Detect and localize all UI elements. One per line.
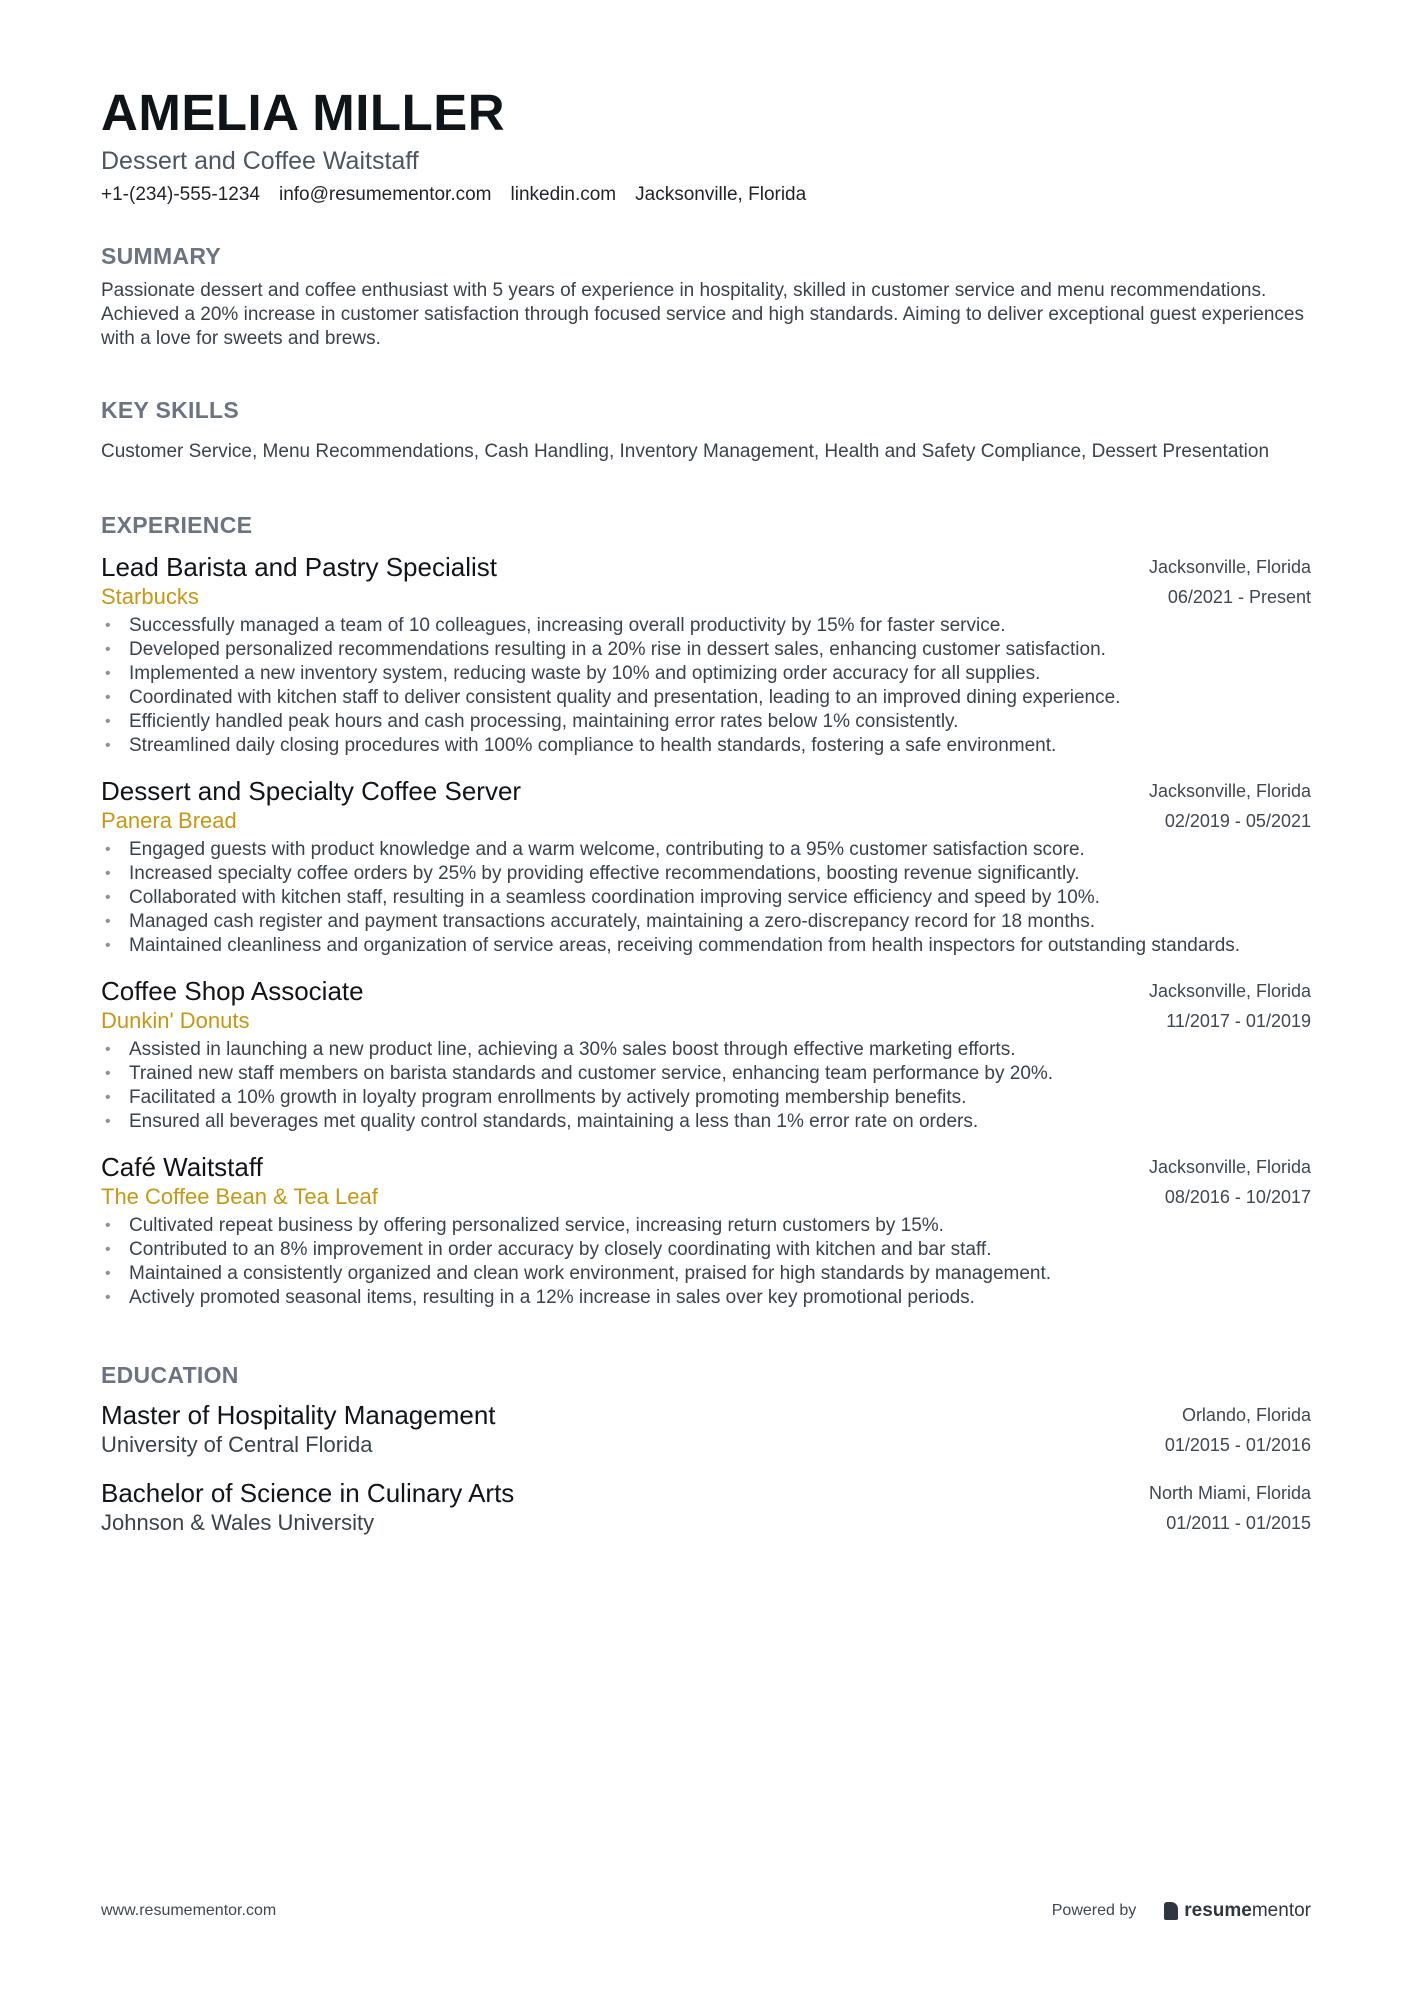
job-bullet: • Developed personalized recommendations resulting in a 20% rise in dessert sales, enhancing customer satisfaction. (105, 639, 1106, 660)
job-bullets (101, 614, 1311, 758)
bullet-dot-icon: • (105, 689, 111, 706)
bullet-dot-icon: • (105, 889, 111, 906)
job-location: Jacksonville, Florida (1148, 781, 1311, 801)
job-bullet: • Assisted in launching a new product line, achieving a 30% sales boost through effective marketing efforts. (105, 1039, 1016, 1060)
education-degree: Bachelor of Science in Culinary Arts (101, 1478, 515, 1508)
job-entry (101, 1152, 1311, 1310)
job-bullet: • Successfully managed a team of 10 colleagues, increasing overall productivity by 15% for faster service. (105, 615, 1006, 636)
bullet-dot-icon: • (105, 617, 111, 634)
job-bullet: • Trained new staff members on barista standards and customer service, enhancing team performance by 20%. (105, 1063, 1054, 1084)
contact-location: Jacksonville, Florida (635, 184, 807, 205)
job-bullets (101, 1214, 1311, 1310)
job-dates: 06/2021 - Present (1167, 587, 1311, 607)
education-dates: 01/2015 - 01/2016 (1164, 1435, 1311, 1455)
job-title: Café Waitstaff (101, 1152, 263, 1182)
job-bullet: • Engaged guests with product knowledge and a warm welcome, contributing to a 95% customer satisfaction score. (105, 839, 1085, 860)
brand-logo-icon (1164, 1902, 1178, 1920)
bullet-dot-icon: • (105, 1265, 111, 1282)
skills-text: Customer Service, Menu Recommendations, Cash Handling, Inventory Management, Health and Safety Compliance, Dessert Presentation (101, 441, 1270, 462)
footer-branding (1052, 1900, 1311, 1922)
brand-light: mentor (1251, 1900, 1311, 1921)
bullet-dot-icon: • (105, 737, 111, 754)
job-location: Jacksonville, Florida (1148, 557, 1311, 577)
brand-bold: resume (1184, 1900, 1252, 1921)
education-school: Johnson & Wales University (101, 1510, 375, 1535)
education-entry (101, 1400, 1311, 1460)
job-bullet: • Collaborated with kitchen staff, resulting in a seamless coordination improving service efficiency and speed by 10%. (105, 887, 1100, 908)
section-title-education: EDUCATION (101, 1362, 239, 1388)
job-bullet: • Ensured all beverages met quality control standards, maintaining a less than 1% error rate on orders. (105, 1111, 979, 1132)
job-title: Dessert and Specialty Coffee Server (101, 776, 522, 806)
job-bullet: • Contributed to an 8% improvement in order accuracy by closely coordinating with kitchen and bar staff. (105, 1239, 992, 1260)
bullet-dot-icon: • (105, 865, 111, 882)
job-entry (101, 776, 1311, 958)
job-company: Starbucks (101, 584, 199, 609)
job-company: The Coffee Bean & Tea Leaf (101, 1184, 378, 1209)
education-location: North Miami, Florida (1148, 1483, 1311, 1503)
education-entry (101, 1478, 1311, 1538)
job-bullet: • Coordinated with kitchen staff to deliver consistent quality and presentation, leading to an improved dining experience. (105, 687, 1121, 708)
job-bullet: • Efficiently handled peak hours and cash processing, maintaining error rates below 1% consistently. (105, 711, 959, 732)
summary-text: Passionate dessert and coffee enthusiast with 5 years of experience in hospitality, skilled in customer service and menu recommendations. Achieved a 20% increase in customer satisfaction through focused service and high standards. Aiming to deliver exceptional guest experiences with a love for sweets and brews. (101, 280, 1304, 349)
bullet-dot-icon: • (105, 1241, 111, 1258)
contact-linkedin[interactable]: linkedin.com (510, 184, 617, 205)
job-bullet: • Managed cash register and payment transactions accurately, maintaining a zero-discrepancy record for 18 months. (105, 911, 1095, 932)
section-title-experience: EXPERIENCE (101, 512, 253, 538)
job-bullet: • Streamlined daily closing procedures with 100% compliance to health standards, fostering a safe environment. (105, 735, 1057, 756)
job-entry (101, 976, 1311, 1134)
job-dates: 11/2017 - 01/2019 (1166, 1011, 1311, 1031)
job-list (101, 552, 1311, 1310)
footer-website[interactable]: www.resumementor.com (101, 1902, 277, 1919)
section-title-skills: KEY SKILLS (101, 397, 240, 423)
job-company: Panera Bread (101, 808, 237, 833)
footer (101, 1900, 1311, 1922)
job-bullet: • Maintained cleanliness and organization of service areas, receiving commendation from health inspectors for outstanding standards. (105, 935, 1241, 956)
contact-line (101, 182, 1311, 208)
job-location: Jacksonville, Florida (1148, 981, 1311, 1001)
job-location: Jacksonville, Florida (1148, 1157, 1311, 1177)
bullet-dot-icon: • (105, 1065, 111, 1082)
contact-email[interactable]: info@resumementor.com (278, 184, 492, 205)
candidate-role: Dessert and Coffee Waitstaff (101, 147, 419, 175)
job-entry (101, 552, 1311, 758)
skills-section (101, 395, 1311, 464)
job-bullet: • Facilitated a 10% growth in loyalty program enrollments by actively promoting membership benefits. (105, 1087, 967, 1108)
resume-page (101, 84, 1311, 1538)
education-dates: 01/2011 - 01/2015 (1166, 1513, 1311, 1533)
bullet-dot-icon: • (105, 1289, 111, 1306)
job-dates: 08/2016 - 10/2017 (1164, 1187, 1311, 1207)
job-bullet: • Implemented a new inventory system, reducing waste by 10% and optimizing order accuracy for all supplies. (105, 663, 1041, 684)
job-bullet: • Increased specialty coffee orders by 25% by providing effective recommendations, boosting revenue significantly. (105, 863, 1080, 884)
bullet-dot-icon: • (105, 841, 111, 858)
bullet-dot-icon: • (105, 1217, 111, 1234)
education-section (101, 1360, 1311, 1538)
bullet-dot-icon: • (105, 665, 111, 682)
bullet-dot-icon: • (105, 713, 111, 730)
job-bullets (101, 838, 1311, 958)
job-dates: 02/2019 - 05/2021 (1164, 811, 1311, 831)
candidate-name: AMELIA MILLER (101, 84, 506, 141)
job-title: Lead Barista and Pastry Specialist (101, 552, 497, 582)
bullet-dot-icon: • (105, 641, 111, 658)
experience-section (101, 510, 1311, 1310)
job-bullet: • Maintained a consistently organized and clean work environment, praised for high standards by management. (105, 1263, 1052, 1284)
contact-phone: +1-(234)-555-1234 (101, 184, 260, 205)
brand-logo[interactable] (1164, 1900, 1311, 1922)
education-location: Orlando, Florida (1181, 1405, 1311, 1425)
job-company: Dunkin' Donuts (101, 1008, 250, 1033)
bullet-dot-icon: • (105, 913, 111, 930)
bullet-dot-icon: • (105, 1113, 111, 1130)
job-title: Coffee Shop Associate (101, 976, 364, 1006)
job-bullet: • Actively promoted seasonal items, resulting in a 12% increase in sales over key promotional periods. (105, 1287, 975, 1308)
bullet-dot-icon: • (105, 1089, 111, 1106)
education-degree: Master of Hospitality Management (101, 1400, 496, 1430)
education-school: University of Central Florida (101, 1432, 373, 1457)
section-title-summary: SUMMARY (101, 243, 222, 269)
job-bullets (101, 1038, 1311, 1134)
education-list (101, 1400, 1311, 1538)
bullet-dot-icon: • (105, 937, 111, 954)
powered-by-text: Powered by (1051, 1902, 1137, 1919)
bullet-dot-icon: • (105, 1041, 111, 1058)
summary-section (101, 241, 1311, 351)
job-bullet: • Cultivated repeat business by offering personalized service, increasing return customers by 15%. (105, 1215, 944, 1236)
